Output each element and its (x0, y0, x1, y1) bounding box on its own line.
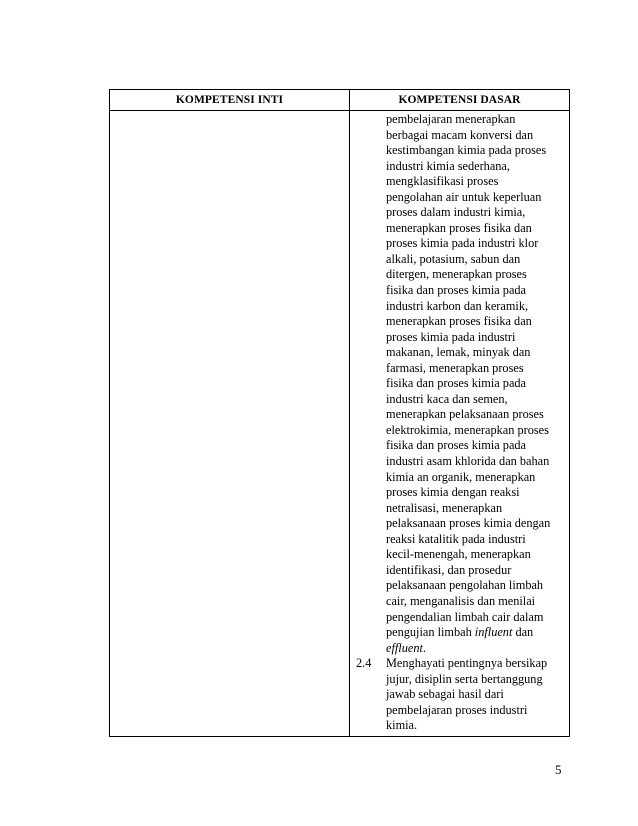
text-line: berbagai macam konversi dan (386, 127, 534, 142)
text-line: proses kimia pada industri (386, 329, 516, 344)
text-line: reaksi katalitik pada industri (386, 531, 526, 546)
text-line: jujur, disiplin serta bertanggung (386, 671, 543, 686)
text-line: ditergen, menerapkan proses (386, 267, 527, 282)
text-line: menerapkan pelaksanaan proses (386, 407, 544, 422)
text-line: pembelajaran proses industri (386, 702, 528, 717)
text-line: kecil-menengah, menerapkan (386, 547, 531, 562)
kompetensi-item-2-4 (350, 656, 567, 734)
influent-term: influent (474, 625, 513, 640)
last-line-middle: dan (512, 625, 534, 640)
kompetensi-dasar-body (350, 111, 567, 736)
text-line: kimia an organik, menerapkan (386, 469, 536, 484)
last-line-text: pengujian limbah (386, 625, 475, 640)
text-line: cair, menganalisis dan menilai (386, 593, 536, 608)
kompetensi-dasar-cell (350, 111, 570, 737)
header-kompetensi-dasar: KOMPETENSI DASAR (350, 90, 570, 111)
header-kompetensi-inti: KOMPETENSI INTI (110, 90, 350, 111)
continuation-last-line (386, 625, 567, 656)
text-line: fisika dan proses kimia pada (386, 283, 527, 298)
table-row (110, 111, 570, 737)
text-line: identifikasi, dan prosedur (386, 562, 512, 577)
text-line: kimia. (386, 718, 418, 733)
text-line: elektrokimia, menerapkan proses (386, 422, 549, 437)
text-line: industri kimia sederhana, (386, 158, 510, 173)
effluent-term: effluent (386, 640, 423, 655)
text-line: menerapkan proses fisika dan (386, 314, 532, 329)
continuation-paragraph (386, 112, 567, 625)
item-text (386, 656, 567, 734)
text-line: pelaksanaan proses kimia dengan (386, 516, 551, 531)
text-line: pengolahan air untuk keperluan (386, 189, 542, 204)
text-line: fisika dan proses kimia pada (386, 376, 527, 391)
table-header-row (110, 90, 570, 111)
page-number: 5 (555, 762, 562, 777)
text-line: pengendalian limbah cair dalam (386, 609, 544, 624)
kompetensi-table (109, 89, 570, 737)
text-line: kestimbangan kimia pada proses (386, 143, 547, 158)
item-number: 2.4 (356, 656, 372, 671)
kompetensi-inti-cell (110, 111, 350, 737)
text-line: jawab sebagai hasil dari (386, 687, 504, 702)
text-line: netralisasi, menerapkan (386, 500, 503, 515)
text-line: industri karbon dan keramik, (386, 298, 529, 313)
text-line: pembelajaran menerapkan (386, 112, 516, 126)
text-line: pelaksanaan pengolahan limbah (386, 578, 544, 593)
text-line: alkali, potasium, sabun dan (386, 251, 521, 266)
text-line: industri kaca dan semen, (386, 391, 508, 406)
text-line: makanan, lemak, minyak dan (386, 345, 531, 360)
text-line: industri asam khlorida dan bahan (386, 454, 550, 469)
effluent-suffix: . (422, 640, 426, 655)
text-line: fisika dan proses kimia pada (386, 438, 527, 453)
text-line: menerapkan proses fisika dan (386, 220, 532, 235)
text-line: proses kimia dengan reaksi (386, 485, 520, 500)
text-line: farmasi, menerapkan proses (386, 360, 524, 375)
text-line: proses kimia pada industri klor (386, 236, 539, 251)
text-line: mengklasifikasi proses (386, 174, 499, 189)
text-line: Menghayati pentingnya bersikap (386, 656, 548, 671)
text-line: proses dalam industri kimia, (386, 205, 526, 220)
